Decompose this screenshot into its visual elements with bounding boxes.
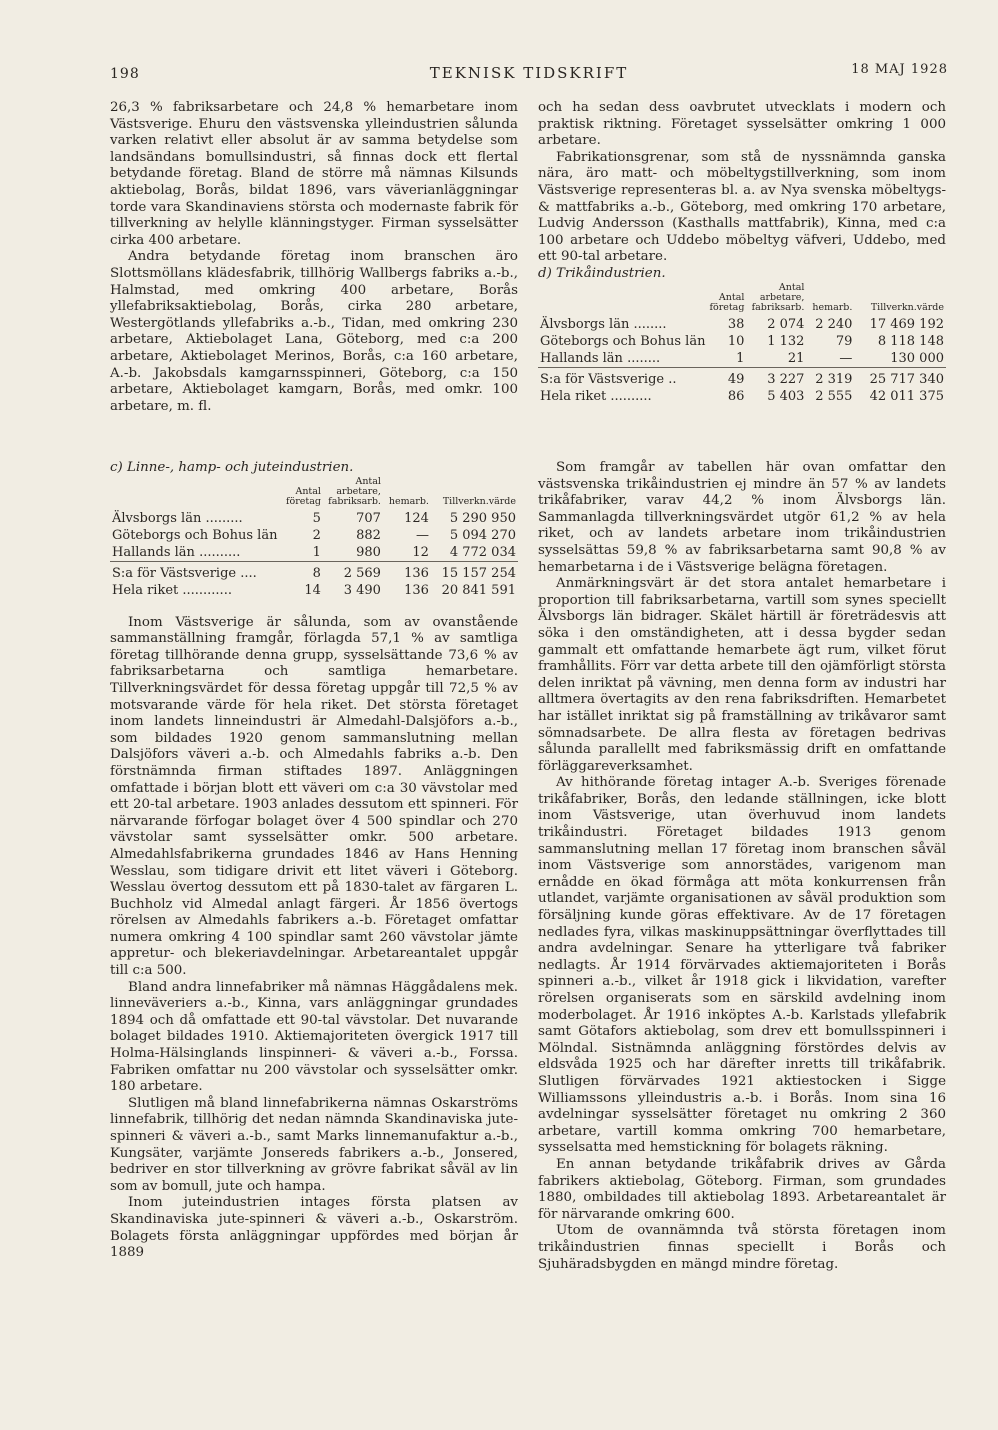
table-cell: 2 569	[323, 561, 383, 582]
table-cell: 3 490	[343, 582, 381, 598]
table-cell: 136	[383, 561, 431, 582]
paragraph: Inom juteindustrien intages första platsen av Skandinaviska jute-spinneri & väveri a.-b., Oskarström. Bolagets första anläggningar uppfördes med början år 1889	[110, 1195, 518, 1261]
issue-date: 18 MAJ 1928	[851, 62, 948, 77]
paragraph: Fabrikationsgrenar, som stå de nyssnämnda ganska nära, äro matt- och möbeltygstillverkning, som inom Västsverige representeras bl. a. av Nya svenska möbeltygs- & mattfabriks a.-b., Göteborg, med omkring 170 arbetare, Ludvig Andersson (Kasthalls mattfabrik), Kinna, med c:a 100 arbetare och Uddebo möbeltyg väfveri, Uddebo, med ett 90-tal arbetare.	[538, 149, 946, 265]
table-cell: 79	[835, 333, 853, 349]
table-total-row	[538, 388, 946, 405]
table-header-cell	[538, 283, 707, 316]
table-header-cell: hemarb.	[812, 301, 853, 313]
table-cell: 20 841 591	[441, 582, 516, 598]
table-cell: 2 240	[815, 316, 853, 332]
data-table-trikaindustrien	[538, 283, 946, 405]
paragraph: Bland andra linnefabriker må nämnas Häggådalens mek. linneväveriers a.-b., Kinna, vars anläggningar grundades 1894 och då omfattade ett 90-tal vävstolar. Det nuvarande bolaget bildades 1910. Aktiemajoriteten övergick 1917 till Holma-Hälsinglands linspinneri- & väveri a.-b., Forssa. Fabriken omfattar nu 200 vävstolar och sysselsätter omkr. 180 arbetare.	[110, 979, 518, 1095]
table-cell: Göteborgs och Bohus län	[540, 333, 706, 349]
table-cell: 8	[284, 561, 323, 582]
table-cell: Hela riket ............	[112, 582, 232, 598]
table-total-row	[538, 367, 946, 388]
paragraph: Andra betydande företag inom branschen äro Slottsmöllans klädesfabrik, tillhörig Wallbergs fabriks a.-b., Halmstad, med omkring 400 arbetare, Borås yllefabriksaktiebolag, Borås, cirka 280 arbetare, Westergötlands yllefabriks a.-b., Tidan, med omkring 230 arbetare, Aktiebolaget Lana, Göteborg, med c:a 200 arbetare, Aktiebolaget Merinos, Borås, c:a 160 arbetare, A.-b. Jakobsdals kamgarnsspinneri, Göteborg, c:a 150 arbetare, Aktiebolaget kamgarn, Borås, med omkr. 100 arbetare, m. fl.	[110, 249, 518, 414]
right-column-bottom	[538, 460, 946, 1273]
table-cell: Hallands län ..........	[112, 544, 241, 560]
table-row	[110, 544, 518, 562]
table-cell: —	[415, 527, 429, 543]
table-header-cell: Tillverkn.värde	[870, 301, 944, 313]
table-cell: 5 094 270	[449, 527, 516, 543]
paragraph: En annan betydande trikåfabrik drives av Gårda fabrikers aktiebolag, Göteborg. Firman, som grundades 1880, ombildades till aktiebolag 1893. Arbetareantalet är för närvarande omkring 600.	[538, 1156, 946, 1222]
table-cell: 25 717 340	[854, 367, 946, 388]
table-cell: 86	[727, 388, 745, 404]
table-cell: 5 403	[767, 388, 805, 404]
table-cell: 10	[727, 333, 745, 349]
table-header-cell: Tillverkn.värde	[442, 495, 516, 507]
table-cell: 2 319	[806, 367, 854, 388]
table-cell: 3 227	[746, 367, 806, 388]
table-row	[538, 316, 946, 333]
table-header-cell: hemarb.	[388, 495, 429, 507]
table-cell: Älvsborgs län .........	[112, 510, 243, 526]
table-cell: 980	[356, 544, 381, 560]
table-cell: 5 290 950	[449, 510, 516, 526]
paragraph: Anmärkningsvärt är det stora antalet hemarbetare i proportion till fabriksarbetarna, vartill som synes speciellt Älvsborgs län bidrager. Skälet härtill är företrädesvis att söka i den omständigheten, att i dessa bygder sedan gammalt ett omfattande hemarbete ägt rum, vilket förut framhållits. Förr var detta arbete till den ojämförligt största delen inriktat på vävning, men denna form av industri har alltmera övertagits av den rena fabriksdriften. Hemarbetet har istället inriktat sig på framställning av trikåvaror samt sömnadsarbete. De allra flesta av företagen bedrivas sålunda parallellt med fabriksmässig drift en omfattande förläggareverksamhet.	[538, 576, 946, 774]
table-cell: 882	[356, 527, 381, 543]
paragraph: 26,3 % fabriksarbetare och 24,8 % hemarbetare inom Västsverige. Ehuru den västsvenska ylleindustrien sålunda varken relativt eller absolut är av samma betydelse som landsändans bomullsindustri, så finnas dock ett flertal betydande företag. Bland de större må nämnas Kilsunds aktiebolag, Borås, bildat 1896, vars väverianläggningar torde vara Skandinaviens största och modernaste fabrik för tillverkning av helylle klänningstyger. Firman sysselsätter cirka 400 arbetare.	[110, 100, 518, 248]
table-cell: S:a för Västsverige ....	[110, 561, 284, 582]
table-total-row	[110, 561, 518, 582]
table-cell: Hallands län ........	[540, 350, 661, 366]
table-header-row	[538, 283, 946, 316]
table-cell: 5	[312, 510, 321, 526]
paragraph: Utom de ovannämnda två största företagen inom trikåindustrien finnas speciellt i Borås och Sjuhäradsbygden en mängd mindre företag.	[538, 1223, 946, 1272]
table-row	[110, 510, 518, 527]
table-row	[538, 333, 946, 350]
right-column-top	[538, 100, 946, 405]
table-cell: 4 772 034	[449, 544, 516, 560]
table-cell: 49	[707, 367, 746, 388]
paragraph: och ha sedan dess oavbrutet utvecklats i modern och praktisk riktning. Företaget sysselsätter omkring 1 000 arbetare.	[538, 100, 946, 149]
table-header-row	[110, 477, 518, 510]
table-cell: 12	[412, 544, 429, 560]
table-cell: —	[839, 350, 853, 366]
table-cell: S:a för Västsverige ..	[538, 367, 707, 388]
table-cell: 130 000	[890, 350, 944, 366]
table-caption: c) Linne-, hamp- och juteindustrien.	[110, 460, 354, 475]
table-cell: 8 118 148	[877, 333, 944, 349]
table-cell: 1	[736, 350, 745, 366]
table-cell: 15 157 254	[431, 561, 518, 582]
table-cell: Hela riket ..........	[540, 388, 652, 404]
table-row	[110, 527, 518, 544]
table-cell: 707	[356, 510, 381, 526]
table-header-cell	[110, 477, 284, 510]
table-cell: 136	[404, 582, 429, 598]
table-cell: 124	[404, 510, 429, 526]
table-cell: Älvsborgs län ........	[540, 316, 667, 332]
table-header-cell: Antal företag	[709, 291, 745, 313]
table-cell: 38	[727, 316, 745, 332]
table-cell: 42 011 375	[869, 388, 944, 404]
left-column-bottom	[110, 460, 518, 1262]
table-cell: 21	[787, 350, 805, 366]
table-header-cell: Antal arbetare, fabriksarb.	[751, 281, 805, 313]
table-cell: 2	[312, 527, 321, 543]
journal-title: TEKNISK TIDSKRIFT	[429, 64, 629, 82]
page-header	[110, 60, 948, 90]
table-header-cell: Antal företag	[286, 485, 321, 507]
table-header-cell: Antal arbetare, fabriksarb.	[328, 475, 381, 507]
table-cell: 1	[312, 544, 321, 560]
data-table-linneindustrien	[110, 477, 518, 599]
paragraph: Slutligen må bland linnefabrikerna nämnas Oskarströms linnefabrik, tillhörig det nedan nämnda Skandinaviska jute-spinneri & väveri a.-b., samt Marks linnemanufaktur a.-b., Kungsäter, varjämte Jonsereds fabrikers a.-b., Jonsered, bedriver en stor tillverkning av grövre fabrikat såväl av lin som av bomull, jute och hampa.	[110, 1095, 518, 1194]
table-cell: 1 132	[767, 333, 805, 349]
table-cell: 17 469 192	[869, 316, 944, 332]
table-cell: 14	[304, 582, 321, 598]
table-cell: 2 555	[815, 388, 853, 404]
page-number: 198	[110, 66, 140, 82]
table-total-row	[110, 582, 518, 599]
table-cell: Göteborgs och Bohus län	[112, 527, 278, 543]
table-cell: 2 074	[767, 316, 805, 332]
paragraph: Som framgår av tabellen här ovan omfattar den västsvenska trikåindustrien ej mindre än 57 % av landets trikåfabriker, varav 44,2 % inom Älvsborgs län. Sammanlagda tillverkningsvärdet utgör 61,2 % av hela riket, och av landets arbetare inom trikåindustrien sysselsättas 59,8 % av fabriksarbetarna samt 90,8 % av hemarbetarna i de i Västsverige belägna företagen.	[538, 460, 946, 575]
left-column-top	[110, 100, 518, 415]
table-caption: d) Trikåindustrien.	[538, 265, 666, 281]
paragraph: Av hithörande företag intager A.-b. Sveriges förenade trikåfabriker, Borås, den ledande ställningen, icke blott inom Västsverige, utan överhuvud inom landets trikåindustri. Företaget bildades 1913 genom sammanslutning mellan 17 företag inom branschen såväl inom Västsverige som annorstädes, varigenom man ernådde en ökad förmåga att möta konkurrensen från utlandet, varjämte organisationen av såväl produktion som försäljning kunde göras effektivare. Av de 17 företagen nedlades fyra, vilkas maskinuppsättningar överflyttades till andra avdelningar. Senare ha ytterligare två fabriker nedlagts. År 1914 förvärvades aktiemajoriteten i Borås spinneri a.-b., vilket år 1918 gick i likvidation, varefter rörelsen organiserats som en särskild avdelning inom moderbolaget. År 1916 inköptes A.-b. Karlstads yllefabrik samt Götafors aktiebolag, som drev ett bomullsspinneri i Mölndal. Sistnämnda anläggning förstördes delvis av eldsvåda 1925 och har därefter inretts till trikåfabrik. Slutligen förvärvades 1921 aktiestocken i Sigge Williamssons ylleindustris a.-b. i Borås. Inom sina 16 avdelningar sysselsätter företaget nu omkring 2 360 arbetare, vartill komma omkring 700 hemarbetare, sysselsatta med hemstickning för bolagets räkning.	[538, 775, 946, 1156]
paragraph: Inom Västsverige är sålunda, som av ovanstående sammanställning framgår, förlagda 57,1 % av samtliga företag tillhörande denna grupp, sysselsättande 73,6 % av fabriksarbetarna och samtliga hemarbetare. Tillverkningsvärdet för dessa företag uppgår till 72,5 % av motsvarande värde för hela riket. Det största företaget inom landets linneindustri är Almedahl-Dalsjöfors a.-b., som bildades 1920 genom sammanslutning mellan Dalsjöfors väveri a.-b. och Almedahls fabriks a.-b. Den förstnämnda firman stiftades 1897. Anläggningen omfattade i början blott ett väveri om c:a 30 vävstolar med ett 20-tal arbetare. 1903 anlades dessutom ett spinneri. För närvarande förfogar bolaget över 4 500 spindlar och 270 vävstolar samt sysselsätter omkr. 500 arbetare. Almedahlsfabrikerna grundades 1846 av Hans Henning Wesslau, som tidigare drivit ett litet väveri i Göteborg. Wesslau övertog dessutom ett på 1830-talet av färgaren L. Buchholz vid Almedal anlagt färgeri. År 1856 övertogs rörelsen av Almedahls fabrikers a.-b. Företaget omfattar numera omkring 4 100 spindlar samt 260 vävstolar jämte appretur- och blekeriavdelningar. Arbetareantalet uppgår till c:a 500.	[110, 614, 518, 979]
table-row	[538, 350, 946, 368]
